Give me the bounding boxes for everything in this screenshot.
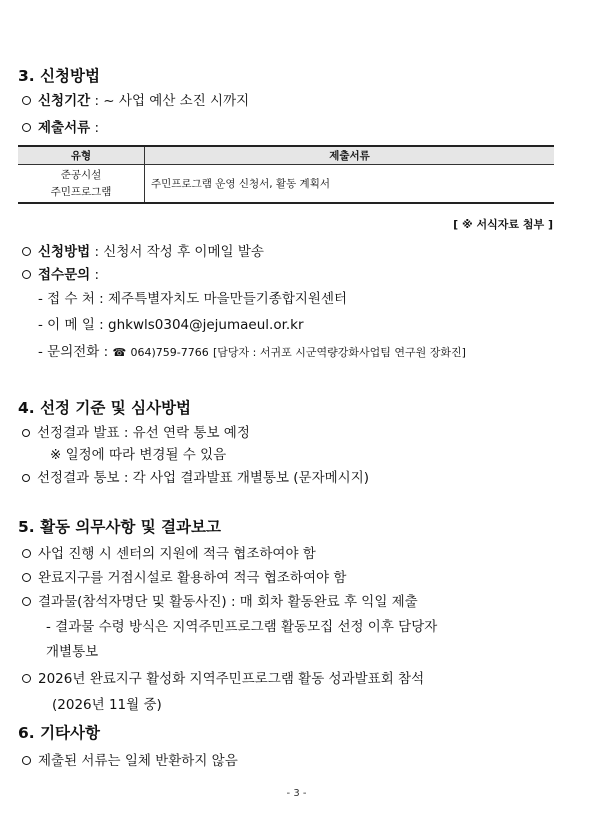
- section-4-title: 4. 선정 기준 및 심사방법: [18, 399, 192, 417]
- contact-phone-person: [담당자 : 서귀포 시군역량강화사업팀 연구원 장화진]: [213, 346, 466, 359]
- sec6-item-1: [22, 749, 238, 769]
- bullet-circle-icon: [22, 474, 30, 482]
- table-header-row: [18, 146, 554, 165]
- submit-docs-label: 제출서류: [38, 120, 91, 136]
- bullet-circle-icon: [22, 549, 31, 558]
- contact-line: [22, 263, 99, 283]
- sec5-item-3-sub-1: - 결과물 수령 방식은 지역주민프로그램 활동모집 선정 이후 담당자: [46, 619, 438, 635]
- table-cell-type: [18, 165, 145, 204]
- submit-docs-line: [22, 116, 99, 136]
- section-5-title: 5. 활동 의무사항 및 결과보고: [18, 518, 221, 536]
- bullet-circle-icon: [22, 573, 31, 582]
- submit-docs-value: :: [90, 120, 100, 136]
- attach-note: [ ※ 서식자료 첨부 ]: [453, 218, 553, 231]
- sec4-item-2: [22, 466, 369, 486]
- contact-email: - 이 메 일 : ghkwls0304@jejumaeul.or.kr: [38, 317, 304, 333]
- bullet-circle-icon: [22, 123, 31, 132]
- sec4-item-1-note: ※ 일정에 따라 변경될 수 있음: [50, 447, 227, 463]
- apply-method-label: 신청방법: [38, 244, 91, 260]
- table-cell-docs: 주민프로그램 운영 신청서, 활동 계획서: [145, 165, 555, 204]
- contact-phone-label: - 문의전화 :: [38, 344, 109, 360]
- bullet-circle-icon: [22, 597, 31, 606]
- section-6-title: 6. 기타사항: [18, 724, 100, 742]
- apply-period-line: [22, 89, 249, 109]
- contact-label: 접수문의: [38, 267, 91, 283]
- sec5-item-3: [22, 590, 418, 610]
- sec4-item-1: [22, 421, 250, 441]
- apply-method-line: [22, 240, 264, 260]
- sec4-item-1-text: 선정결과 발표 : 유선 연락 통보 예정: [37, 425, 250, 441]
- bullet-circle-icon: [22, 96, 31, 105]
- type-line-1: 준공시설: [60, 168, 102, 181]
- section-3-title: 3. 신청방법: [18, 67, 100, 85]
- sec5-item-2: [22, 566, 346, 586]
- bullet-circle-icon: [22, 247, 31, 256]
- type-line-2: 주민프로그램: [50, 185, 112, 198]
- table-row: [18, 165, 554, 204]
- phone-icon: ☎: [112, 346, 127, 359]
- bullet-circle-icon: [22, 429, 30, 437]
- apply-period-value: : ~ 사업 예산 소진 시까지: [90, 93, 250, 109]
- table-header-docs: 제출서류: [145, 146, 555, 165]
- contact-phone-line: [38, 340, 466, 360]
- sec4-item-2-text: 선정결과 통보 : 각 사업 결과발표 개별통보 (문자메시지): [37, 470, 370, 486]
- sec5-item-1: [22, 542, 316, 562]
- contact-phone-number: 064)759-7766: [130, 346, 209, 359]
- contact-value: :: [90, 267, 100, 283]
- apply-method-value: : 신청서 작성 후 이메일 발송: [90, 244, 264, 260]
- apply-period-label: 신청기간: [38, 93, 91, 109]
- bullet-circle-icon: [22, 756, 31, 765]
- sec5-item-4-sub: (2026년 11월 중): [52, 697, 162, 713]
- sec5-item-4-text: 2026년 완료지구 활성화 지역주민프로그램 활동 성과발표회 참석: [38, 671, 425, 687]
- page-number: - 3 -: [286, 788, 307, 799]
- sec5-item-3-text: 결과물(참석자명단 및 활동사진) : 매 회차 활동완료 후 익일 제출: [38, 594, 418, 610]
- sec5-item-1-text: 사업 진행 시 센터의 지원에 적극 협조하여야 함: [38, 546, 316, 562]
- submit-docs-table: [18, 145, 554, 204]
- sec5-item-2-text: 완료지구를 거점시설로 활용하여 적극 협조하여야 함: [38, 570, 347, 586]
- contact-place: - 접 수 처 : 제주특별자치도 마을만들기종합지원센터: [38, 291, 348, 307]
- bullet-circle-icon: [22, 270, 31, 279]
- sec6-item-1-text: 제출된 서류는 일체 반환하지 않음: [38, 753, 238, 769]
- table-header-type: 유형: [18, 146, 145, 165]
- sec5-item-3-sub-2: 개별통보: [46, 644, 99, 660]
- bullet-circle-icon: [22, 674, 31, 683]
- sec5-item-4: [22, 667, 424, 687]
